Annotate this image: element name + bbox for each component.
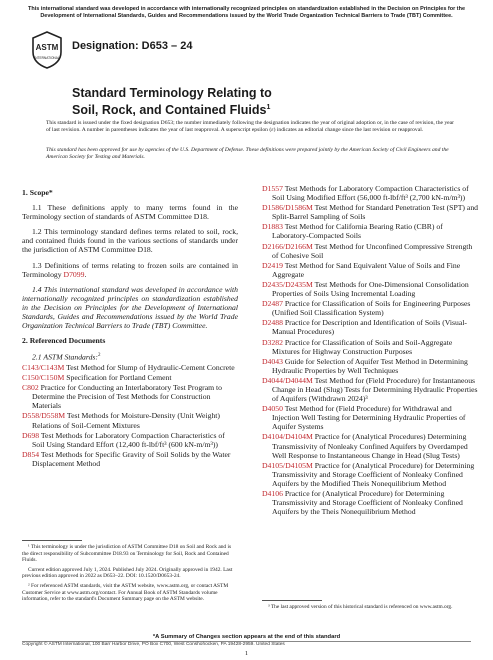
approval-note: This standard has been approved for use by agencies of the U.S. Department of Defense. These definitions were prepared jointly by the American Society of Civil Engineers and the American Society for Testing and Materials. — [46, 147, 449, 160]
reference-code-link[interactable]: C802 — [22, 383, 39, 393]
reference-item — [262, 203, 478, 221]
reference-code-link[interactable]: C150/C150M — [22, 373, 65, 383]
reference-item — [262, 318, 478, 336]
reference-title: Test Methods for Specific Gravity of Soil Solids by the Water Displacement Method — [32, 449, 231, 468]
footnote-right — [262, 600, 478, 614]
reference-item — [22, 431, 238, 449]
page-number: 1 — [244, 650, 249, 657]
reference-code-link[interactable]: D2487 — [262, 299, 283, 309]
svg-text:INTERNATIONAL: INTERNATIONAL — [34, 56, 60, 60]
reference-item — [262, 376, 478, 403]
reference-title: Practice for (Analytical Procedure) for Determining Transmissivity and Storage Coefficient of Nonleaky Confined Aquifers by the Modified Theis Nonequilibrium Method — [272, 460, 475, 488]
refs-heading: 2. Referenced Documents — [22, 336, 106, 346]
reference-code-link[interactable]: D4044/D4044M — [262, 375, 313, 385]
reference-title: Test Method for California Bearing Ratio (CBR) of Laboratory-Compacted Soils — [272, 222, 443, 241]
reference-item — [262, 432, 478, 459]
reference-code-link[interactable]: D1586/D1586M — [262, 203, 313, 213]
reference-code-link[interactable]: D2488 — [262, 318, 283, 328]
refs-subheading: 2.1 ASTM Standards:$^2$ — [32, 352, 101, 362]
reference-code-link[interactable]: D4043 — [262, 356, 283, 366]
astm-logo-icon — [30, 30, 64, 70]
svg-text:ASTM: ASTM — [35, 43, 59, 52]
scope-1-1: 1.1 These definitions apply to many terms found in the Terminology section of standards of ASTM Committee D18. — [22, 203, 238, 222]
reference-code-link[interactable]: D1557 — [262, 184, 283, 193]
issue-note: This standard is issued under the fixed designation D653; the number immediately following the designation indicates the year of original adoption or, in the case of revision, the year of last revision. A number in parentheses indicates the year of last reapproval. A superscript epsilon (ε) indicates an editorial change since the last revision or reapproval. — [46, 120, 455, 133]
reference-title: Test Methods for One-Dimensional Consolidation Properties of Soils Using Incremental Loading — [272, 279, 469, 299]
scope-1-3: 1.3 Definitions of terms relating to frozen soils are contained in Terminology D7099. — [22, 260, 238, 279]
reference-title: Test Method for Standard Penetration Test (SPT) and Split-Barrel Sampling of Soils — [272, 203, 479, 222]
scope-1-4: 1.4 This international standard was developed in accordance with internationally recognized principles on standardization established in the Decision on Principles for the Development of International Standards, Guides and Recommendations issued by the World Trade Organization Technical Barriers to Trade (TBT) Committee. — [22, 284, 238, 331]
reference-code-link[interactable]: D2166/D2166M — [262, 241, 313, 251]
reference-title: Practice for Description and Identification of Soils (Visual-Manual Procedures) — [272, 318, 467, 337]
reference-item — [22, 383, 238, 410]
reference-item — [262, 184, 478, 202]
reference-item — [22, 363, 238, 372]
reference-title: Test Method for Unconfined Compressive Strength of Cohesive Soil — [272, 241, 473, 260]
document-title — [72, 86, 432, 117]
summary-of-changes-note: *A Summary of Changes section appears at the end of this standard — [152, 634, 341, 640]
reference-title: Practice for (Analytical Procedures) Determining Transmissivity of Nonleaky Confined Aquifers by Overdamped Well Response to Instantaneous Change in Head (Slug Tests) — [272, 432, 468, 460]
link-d7099[interactable]: D7099 — [63, 269, 85, 279]
footnote-2: ² For referenced ASTM standards, visit the ASTM website, www.astm.org, or contact ASTM Customer Service at www.astm.org/contact. For Annual Book of ASTM Standards volume information, refer to the standard's Document Summary page on the ASTM website. — [22, 582, 229, 603]
reference-list-left — [22, 363, 238, 468]
right-column — [262, 184, 478, 517]
reference-code-link[interactable]: D558/D558M — [22, 411, 66, 421]
designation: Designation: D653 – 24 — [72, 40, 193, 52]
reference-item — [262, 299, 478, 317]
reference-list-right — [262, 184, 478, 516]
footnotes — [22, 540, 238, 606]
reference-code-link[interactable]: D4104/D4104M — [262, 432, 313, 442]
reference-title: Test Methods for Laboratory Compaction Characteristics of Soil Using Modified Effort (56,000 ft-lbf/ft³ (2,700 kN-m/m³)) — [272, 184, 469, 203]
reference-title: Test Method for Sand Equivalent Value of Soils and Fine Aggregate — [272, 260, 461, 279]
reference-title: Test Methods for Laboratory Compaction Characteristics of Soil Using Standard Effort (12,400 ft-lbf/ft³ (600 kN-m/m³)) — [32, 430, 225, 449]
reference-item — [22, 373, 238, 382]
reference-code-link[interactable]: D2435/D2435M — [262, 279, 313, 289]
reference-code-link[interactable]: D2419 — [262, 260, 283, 270]
reference-item — [262, 280, 478, 298]
top-notice: This international standard was developed in accordance with internationally recognized principles on standardization established in the Decision on Principles for the Development of International Standards, Guides and Recommendations issued by the World Trade Organization Technical Barriers to Trade (TBT) Committee. — [27, 6, 466, 19]
title-line-2: Soil, Rock, and Contained Fluids$^1$ — [72, 102, 271, 117]
reference-item — [262, 404, 478, 431]
reference-title: Test Method for (Field Procedure) for Withdrawal and Injection Well Testing for Determining Hydraulic Properties of Aquifer Systems — [272, 404, 466, 432]
reference-code-link[interactable]: D4105/D4105M — [262, 460, 313, 470]
reference-item — [262, 338, 478, 356]
reference-title: Test Methods for Moisture-Density (Unit Weight) Relations of Soil-Cement Mixtures — [32, 411, 220, 430]
scope-heading: 1. Scope* — [22, 188, 53, 197]
copyright: Copyright © ASTM International, 100 Barr Harbor Drive, PO Box C700, West Conshohocken, PA 19428-2959. United States — [22, 642, 285, 647]
reference-item — [262, 357, 478, 375]
left-column — [22, 184, 238, 469]
reference-item — [262, 461, 478, 488]
footnote-1b: Current edition approved July 1, 2024. Published July 2024. Originally approved in 1942. Last previous edition approved in 2022 as D653–22. DOI: 10.1520/D0653-24. — [22, 566, 233, 580]
reference-title: Test Method for (Field Procedure) for Instantaneous Change in Head (Slug) Tests for Determining Hydraulic Properties of Aquifers (Withdrawn 2024)³ — [272, 375, 478, 404]
reference-item — [262, 242, 478, 260]
footnote-1: ¹ This terminology is under the jurisdiction of ASTM Committee D18 on Soil and Rock and is the direct responsibility of Subcommittee D18.93 on Terminology for Soil, Rock and Contained Fluids. — [22, 544, 232, 564]
scope-1-2: 1.2 This terminology standard defines terms related to soil, rock, and contained fluids found in the various sections of standards under the jurisdiction of ASTM Committee D18. — [22, 227, 238, 255]
reference-title: Practice for Conducting an Interlaboratory Test Program to Determine the Precision of Test Methods for Construction Materials — [32, 383, 223, 411]
reference-code-link[interactable]: D4106 — [262, 489, 283, 498]
reference-code-link[interactable]: D4050 — [262, 404, 283, 414]
footnote-3: ³ The last approved version of this historical standard is referenced on www.astm.org. — [268, 604, 453, 610]
reference-code-link[interactable]: C143/C143M — [22, 362, 65, 372]
reference-code-link[interactable]: D698 — [22, 430, 40, 440]
reference-code-link[interactable]: D854 — [22, 449, 40, 459]
reference-item — [22, 411, 238, 429]
reference-title: Guide for Selection of Aquifer Test Method in Determining Hydraulic Properties by Well Techniques — [272, 356, 468, 375]
reference-item — [262, 222, 478, 240]
reference-title: Specification for Portland Cement — [64, 373, 172, 383]
title-line-1: Standard Terminology Relating to — [72, 86, 272, 100]
reference-title: Practice for Classification of Soils and Soil-Aggregate Mixtures for Highway Construction Purposes — [272, 337, 453, 356]
reference-title: Practice for Classification of Soils for Engineering Purposes (Unified Soil Classification System) — [272, 299, 471, 318]
reference-title: Test Method for Slump of Hydraulic-Cement Concrete — [64, 362, 235, 372]
reference-item — [262, 489, 478, 516]
reference-code-link[interactable]: D1883 — [262, 222, 283, 232]
reference-title: Practice for (Analytical Procedure) for Determining Transmissivity and Storage Coefficient of Nonleaky Confined Aquifers by the Theis Nonequilibrium Method — [272, 489, 463, 517]
reference-item — [22, 450, 238, 468]
reference-code-link[interactable]: D3282 — [262, 337, 283, 347]
reference-item — [262, 261, 478, 279]
